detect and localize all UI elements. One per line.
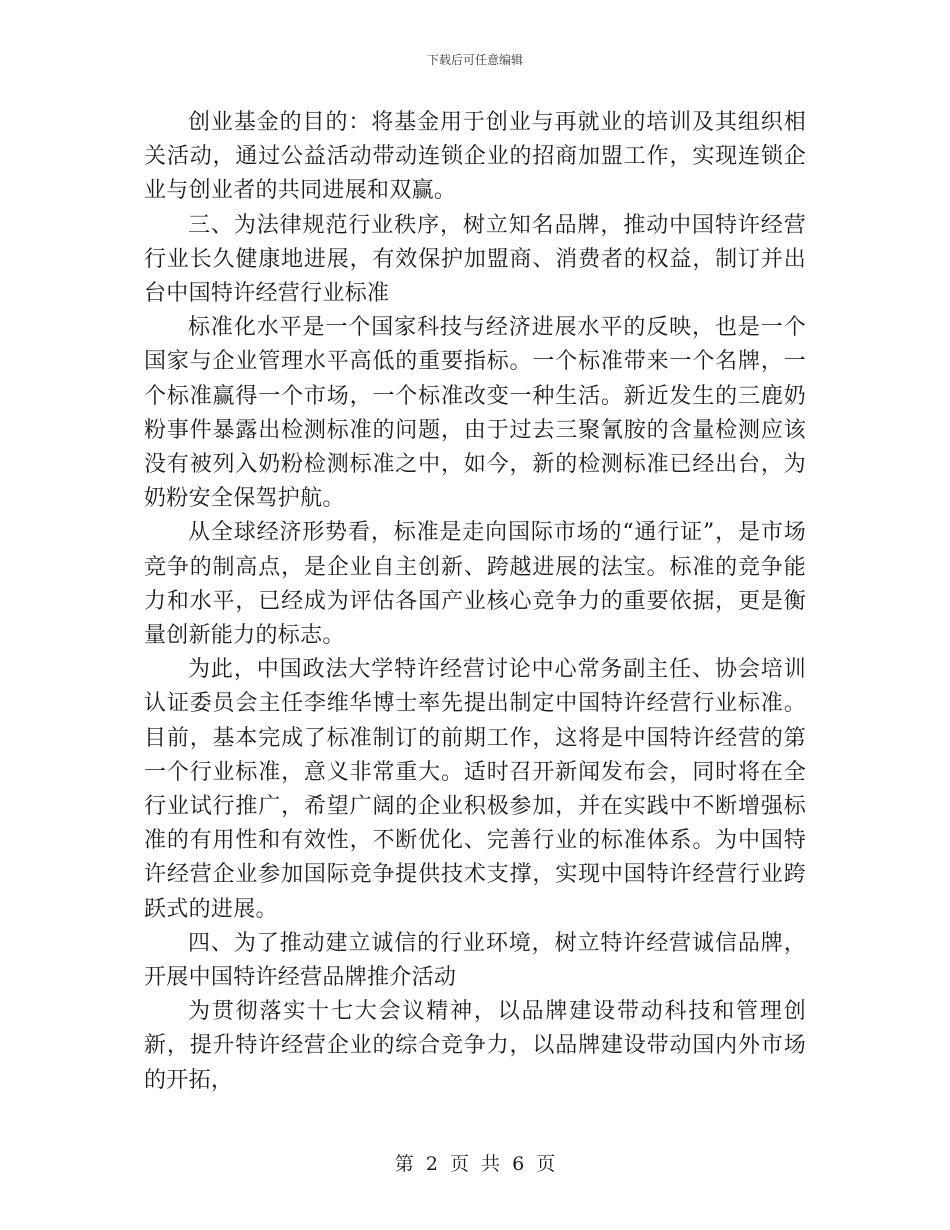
section-heading-three: 三、为法律规范行业秩序，树立知名品牌，推动中国特许经营行业长久健康地进展，有效保护加盟商、消费者的权益，制订并出台中国特许经营行业标准 (144, 212, 806, 307)
footer-label-page-unit: 页 (449, 1153, 469, 1175)
footer-label-total-unit: 页 (536, 1153, 556, 1175)
page-body (144, 106, 806, 1098)
paragraph: 创业基金的目的：将基金用于创业与再就业的培训及其组织相关活动，通过公益活动带动连锁企业的招商加盟工作，实现连锁企业与创业者的共同进展和双赢。 (144, 110, 806, 204)
footer-label-page: 第 (394, 1153, 414, 1175)
section-heading-four: 四、为了推动建立诚信的行业环境，树立特许经营诚信品牌，开展中国特许经营品牌推介活动 (144, 930, 806, 991)
paragraph: 为此，中国政法大学特许经营讨论中心常务副主任、协会培训认证委员会主任李维华博士率先提出制定中国特许经营行业标准。目前，基本完成了标准制订的前期工作，这将是中国特许经营的第一个行业标准，意义非常重大。适时召开新闻发布会，同时将在全行业试行推广，希望广阔的企业积极参加，并在实践中不断增强标准的有用性和有效性，不断优化、完善行业的标准体系。为中国特许经营企业参加国际竞争提供技术支撑，实现中国特许经营行业跨跃式的进展。 (144, 657, 806, 922)
paragraph: 标准化水平是一个国家科技与经济进展水平的反映，也是一个国家与企业管理水平高低的重要指标。一个标准带来一个名牌，一个标准赢得一个市场，一个标准改变一种生活。新近发生的三鹿奶粉事件暴露出检测标准的问题，由于过去三聚氰胺的含量检测应该没有被列入奶粉检测标准之中，如今，新的检测标准已经出台，为奶粉安全保驾护航。 (144, 315, 806, 512)
current-page-number: 2 (425, 1153, 438, 1175)
paragraph: 从全球经济形势看，标准是走向国际市场的“通行证”，是市场竞争的制高点，是企业自主创新、跨越进展的法宝。标准的竞争能力和水平，已经成为评估各国产业核心竞争力的重要依据，更是衡量创新能力的标志。 (144, 520, 806, 649)
footer-label-total: 共 (481, 1153, 501, 1175)
total-pages-number: 6 (512, 1153, 525, 1175)
page-header: 下载后可任意编辑 (426, 53, 523, 67)
page-footer (0, 1152, 950, 1176)
paragraph: 为贯彻落实十七大会议精神，以品牌建设带动科技和管理创新，提升特许经营企业的综合竞争力，以品牌建设带动国内外市场的开拓， (144, 999, 806, 1093)
